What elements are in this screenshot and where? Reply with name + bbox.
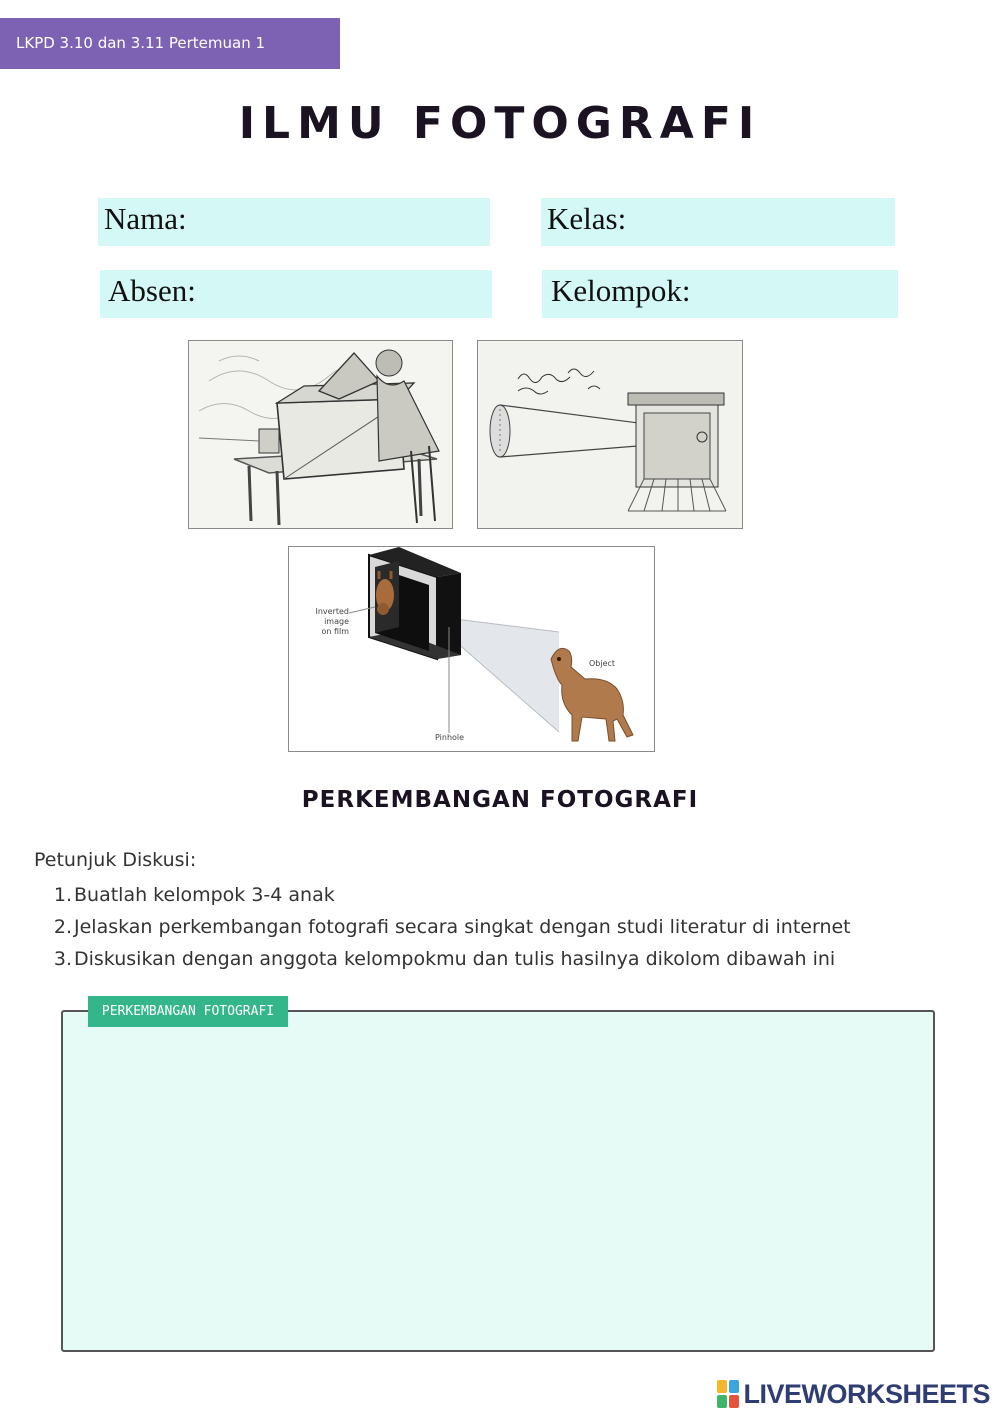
inverted-image-label [299,607,349,637]
instructions-list [48,879,851,975]
instruction-number: 1. [53,884,72,906]
camera-obscura-room-sketch [478,341,742,528]
pinhole-label: Pinhole [435,733,465,742]
inverted-label-line-1: Inverted image [315,607,349,626]
liveworksheets-logo-icon [717,1380,739,1408]
absen-field[interactable] [100,270,492,318]
nama-field[interactable] [98,198,490,246]
instruction-text: Jelaskan perkembangan fotografi secara singkat dengan studi literatur di internet [74,916,851,938]
kelompok-field[interactable] [542,270,898,318]
pinhole-camera-diagram [288,546,655,752]
inverted-label-line-2: on film [321,627,349,636]
page-title: ILMU FOTOGRAFI [238,98,762,149]
instruction-item [48,911,851,943]
object-label: Object [589,659,616,668]
brand-name: LIVEWORKSHEETS [743,1378,990,1409]
instruction-number: 3. [53,948,72,970]
instruction-item [48,943,851,975]
nama-label: Nama: [104,201,187,236]
kelas-field[interactable] [541,198,895,246]
kelompok-label: Kelompok: [551,273,691,308]
answer-textbox[interactable] [61,1010,935,1352]
instruction-number: 2. [53,916,72,938]
camera-obscura-box-image [188,340,453,529]
liveworksheets-logo [717,1378,990,1410]
section-title: PERKEMBANGAN FOTOGRAFI [301,787,699,813]
answer-box-label: PERKEMBANGAN FOTOGRAFI [88,996,288,1027]
kelas-label: Kelas: [547,201,627,236]
instruction-item [48,879,851,911]
pinhole-diagram-art [289,547,654,751]
camera-obscura-room-image [477,340,743,529]
instruction-text: Diskusikan dengan anggota kelompokmu dan tulis hasilnya dikolom dibawah ini [74,948,836,970]
instructions-title: Petunjuk Diskusi: [34,849,197,871]
worksheet-tag: LKPD 3.10 dan 3.11 Pertemuan 1 [0,18,340,69]
instruction-text: Buatlah kelompok 3-4 anak [74,884,335,906]
camera-obscura-box-sketch [189,341,452,528]
absen-label: Absen: [108,273,196,308]
